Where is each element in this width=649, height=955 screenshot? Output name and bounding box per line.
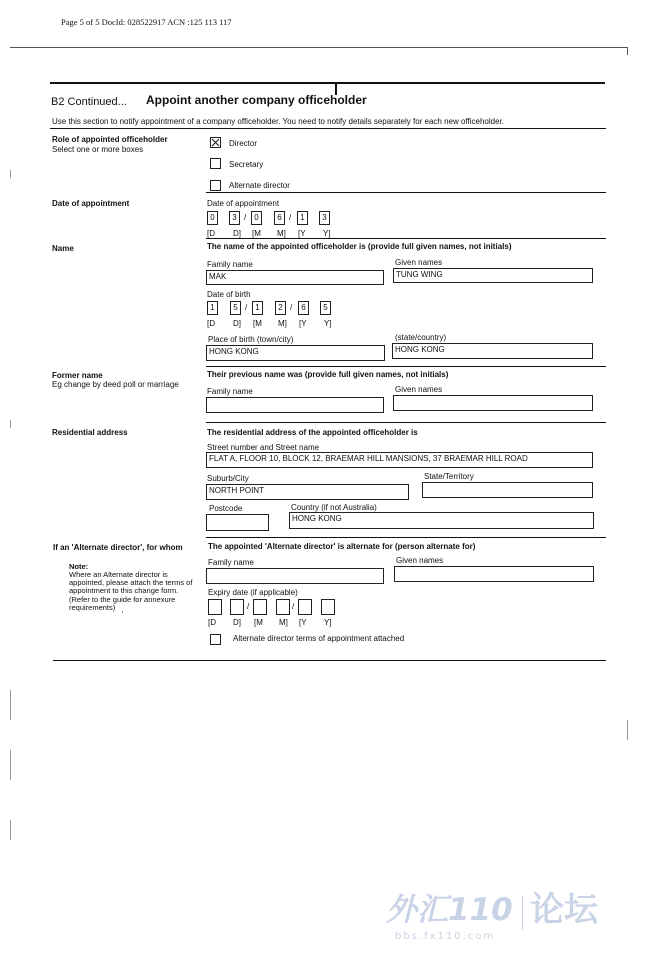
margin-mark [627, 720, 628, 740]
watermark-brand: 外汇110 [386, 892, 513, 928]
margin-mark [10, 690, 11, 720]
margin-mark [10, 420, 11, 428]
appointment-label: Date of appointment [52, 199, 130, 208]
dob-label: Date of birth [207, 290, 251, 299]
appointment-day-2[interactable]: 3 [229, 211, 240, 225]
date-separator: / [289, 213, 292, 222]
appointment-rule [206, 238, 606, 239]
name-heading: The name of the appointed officeholder is (provide full given names, not initials) [207, 242, 512, 251]
director-label: Director [229, 139, 258, 148]
date-separator: / [290, 303, 293, 312]
section-prefix: B2 Continued... [51, 96, 127, 108]
dob-year-1[interactable]: 6 [298, 301, 309, 315]
appointment-year-1[interactable]: 1 [297, 211, 308, 225]
margin-mark [10, 750, 11, 780]
date-legend-d: D] [233, 229, 241, 238]
former-name-heading: Their previous name was (provide full given names, not initials) [207, 370, 449, 379]
expiry-year-1[interactable] [298, 599, 312, 615]
country-label: Country (if not Australia) [291, 503, 377, 512]
state-territory-label: State/Territory [424, 472, 474, 481]
dob-day-2[interactable]: 5 [230, 301, 241, 315]
family-name-label: Family name [207, 260, 253, 269]
alternate-given-field[interactable] [394, 566, 594, 582]
alternate-family-label: Family name [208, 558, 254, 567]
given-names-field[interactable]: TUNG WING [393, 268, 593, 283]
section-bottom-rule [53, 660, 606, 661]
appointment-day-1[interactable]: 0 [207, 211, 218, 225]
former-family-field[interactable] [206, 397, 384, 413]
alternate-director-label: Alternate director [229, 181, 290, 190]
alternate-director-checkbox[interactable] [210, 180, 221, 191]
appointment-month-1[interactable]: 0 [251, 211, 262, 225]
state-territory-field[interactable] [422, 482, 593, 498]
date-separator: / [244, 213, 247, 222]
expiry-label: Expiry date (if applicable) [208, 588, 298, 597]
appointment-year-2[interactable]: 3 [319, 211, 330, 225]
date-legend-y: Y] [323, 229, 331, 238]
postcode-field[interactable] [206, 514, 269, 531]
street-field[interactable]: FLAT A, FLOOR 10, BLOCK 12, BRAEMAR HILL MANSIONS, 37 BRAEMAR HILL ROAD [206, 452, 593, 468]
date-legend-y: [Y [299, 319, 307, 328]
expiry-day-1[interactable] [208, 599, 222, 615]
country-field[interactable]: HONG KONG [289, 512, 594, 529]
given-names-label: Given names [395, 258, 443, 267]
secretary-checkbox[interactable] [210, 158, 221, 169]
watermark-site: bbs.fx110.com [395, 931, 496, 942]
note-line: Where an Alternate director is [69, 570, 168, 579]
alternate-heading: The appointed 'Alternate director' is alternate for (person alternate for) [208, 542, 476, 551]
dob-month-2[interactable]: 2 [275, 301, 286, 315]
watermark-forum: 论坛 [530, 890, 598, 930]
former-name-hint: Eg change by deed poll or marriage [52, 380, 179, 389]
note-title: Note: [69, 562, 89, 571]
pob-field[interactable]: HONG KONG [206, 345, 385, 361]
former-given-field[interactable] [393, 395, 593, 411]
terms-attached-checkbox[interactable] [210, 634, 221, 645]
date-separator: / [247, 602, 250, 611]
expiry-year-2[interactable] [321, 599, 335, 615]
name-label: Name [52, 244, 74, 253]
section-title: Appoint another company officeholder [146, 93, 367, 107]
top-border [10, 47, 628, 48]
former-rule [206, 422, 606, 423]
stray-mark: ' [122, 611, 124, 618]
date-legend-d: D] [233, 618, 241, 627]
note-line: appointment to this change form. [69, 586, 179, 595]
date-legend-m: M] [278, 319, 287, 328]
director-checkbox[interactable] [210, 137, 221, 148]
former-name-label: Former name [52, 371, 103, 380]
section-intro: Use this section to notify appointment of a company officeholder. You need to notify details separately for each new officeholder. [52, 117, 504, 126]
date-legend-y: Y] [324, 319, 332, 328]
postcode-label: Postcode [209, 504, 243, 513]
date-legend-m: [M [252, 229, 261, 238]
date-legend-m: [M [254, 618, 263, 627]
role-rule [206, 192, 606, 193]
dob-year-2[interactable]: 5 [320, 301, 331, 315]
date-legend-d: [D [208, 618, 216, 627]
address-heading: The residential address of the appointed officeholder is [207, 428, 418, 437]
state-country-field[interactable]: HONG KONG [392, 343, 593, 359]
state-country-label: (state/country) [395, 333, 447, 342]
date-legend-d: [D [207, 319, 215, 328]
date-legend-y: [Y [298, 229, 306, 238]
note-line: (Refer to the guide for annexure [69, 595, 176, 604]
watermark-divider [522, 896, 523, 930]
alternate-given-label: Given names [396, 556, 444, 565]
family-name-field[interactable]: MAK [206, 270, 384, 285]
intro-rule [50, 128, 606, 129]
top-border-corner [627, 47, 628, 55]
former-family-label: Family name [207, 387, 253, 396]
date-legend-d: [D [207, 229, 215, 238]
dob-day-1[interactable]: 1 [207, 301, 218, 315]
former-given-label: Given names [395, 385, 443, 394]
appointment-month-2[interactable]: 6 [274, 211, 285, 225]
appointment-field-label: Date of appointment [207, 199, 280, 208]
note-line: appointed, please attach the terms of [69, 578, 193, 587]
secretary-label: Secretary [229, 160, 264, 169]
dob-month-1[interactable]: 1 [252, 301, 263, 315]
date-legend-y: [Y [299, 618, 307, 627]
expiry-month-2[interactable] [276, 599, 290, 615]
date-separator: / [245, 303, 248, 312]
date-legend-d: D] [233, 319, 241, 328]
margin-mark [10, 170, 11, 178]
role-hint: Select one or more boxes [52, 145, 144, 154]
suburb-field[interactable]: NORTH POINT [206, 484, 409, 500]
page-info: Page 5 of 5 DocId: 028522917 ACN :125 113 117 [61, 17, 232, 27]
date-legend-m: M] [279, 618, 288, 627]
pob-label: Place of birth (town/city) [208, 335, 294, 344]
date-legend-m: [M [253, 319, 262, 328]
note-line: requirements) [69, 603, 116, 612]
checked-x-icon [211, 138, 220, 147]
address-label: Residential address [52, 428, 128, 437]
expiry-month-1[interactable] [253, 599, 267, 615]
date-legend-y: Y] [324, 618, 332, 627]
terms-attached-label: Alternate director terms of appointment attached [233, 634, 405, 643]
alternate-family-field[interactable] [206, 568, 384, 584]
expiry-day-2[interactable] [230, 599, 244, 615]
name-rule [206, 366, 606, 367]
section-top-rule [50, 82, 605, 84]
street-label: Street number and Street name [207, 443, 320, 452]
margin-mark [10, 820, 11, 840]
date-separator: / [292, 602, 295, 611]
role-label: Role of appointed officeholder [52, 135, 168, 144]
address-rule [206, 537, 606, 538]
alternate-for-label: If an 'Alternate director', for whom [53, 543, 183, 552]
suburb-label: Suburb/City [207, 474, 249, 483]
date-legend-m: M] [277, 229, 286, 238]
